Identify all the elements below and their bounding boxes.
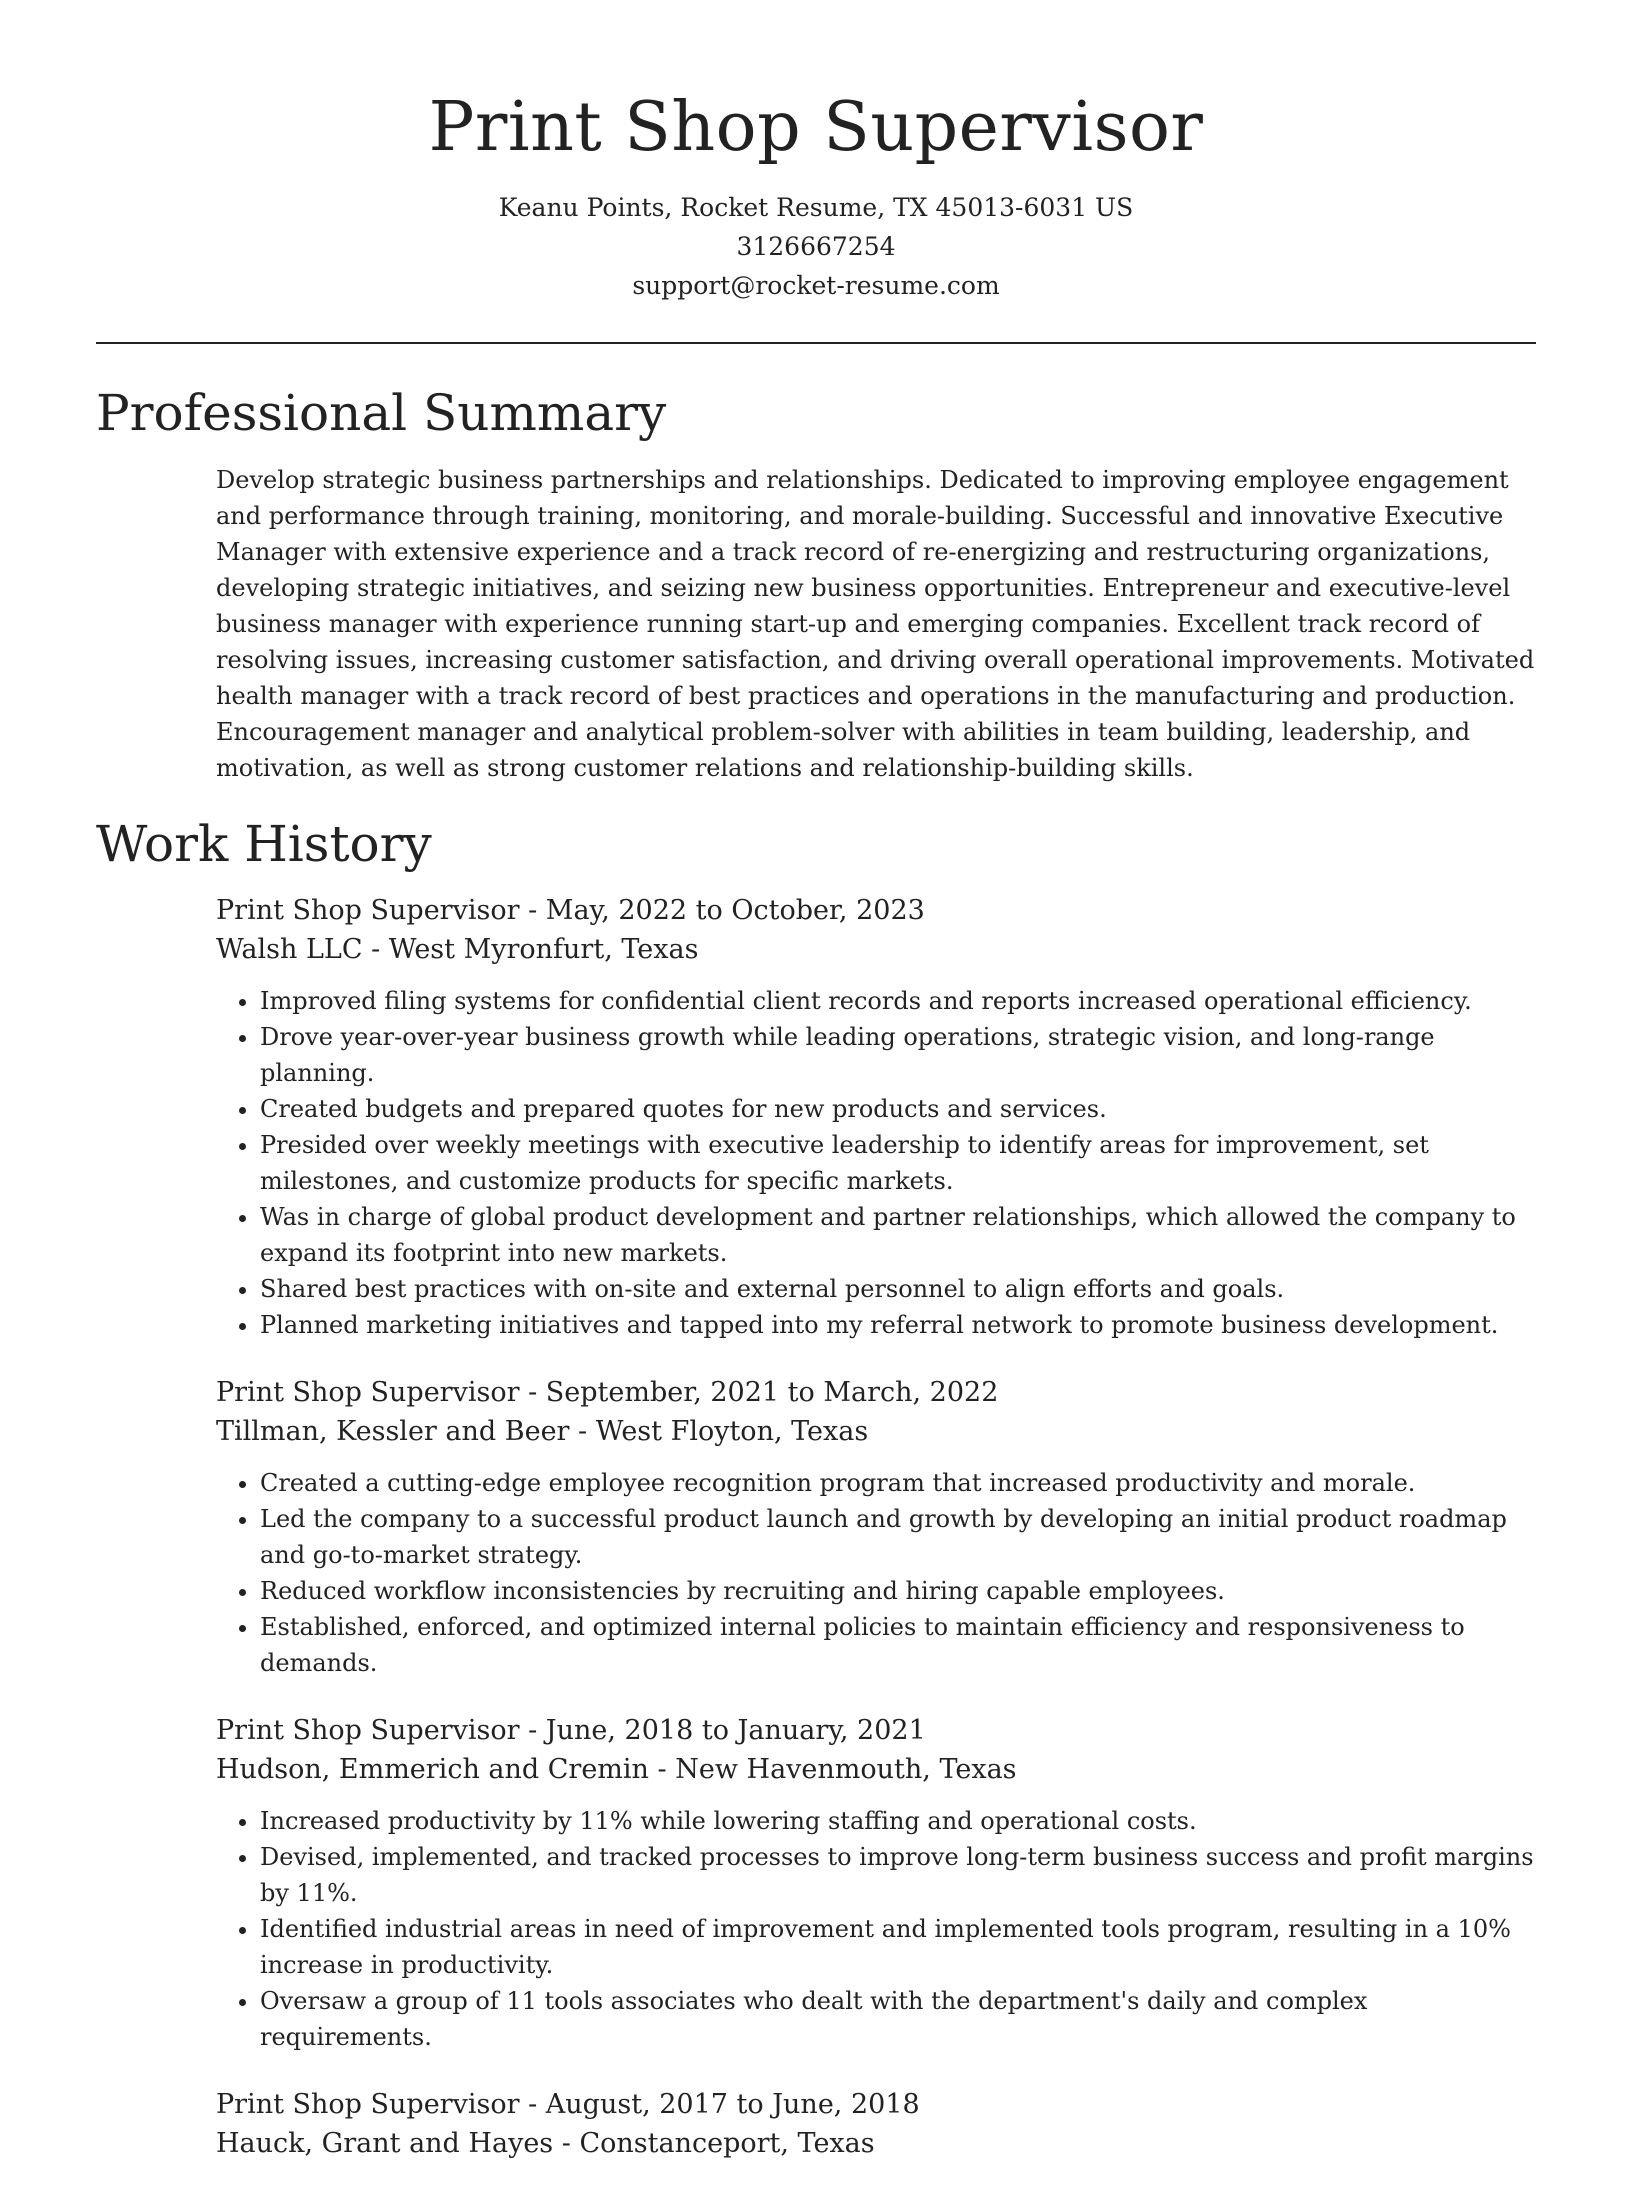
job-company: Walsh LLC — [216, 934, 363, 965]
job-company-line: Tillman, Kessler and Beer - West Floyton, Texas — [216, 1416, 869, 1447]
job-company-line: Walsh LLC - West Myronfurt, Texas — [216, 934, 699, 965]
job-bullet: • Established, enforced, and optimized internal policies to maintain efficiency and responsiveness to demands. — [260, 1609, 1536, 1681]
contact-phone: 3126667254 — [736, 232, 896, 261]
job-location: West Myronfurt, Texas — [388, 934, 699, 965]
job-entry — [216, 2085, 1536, 2163]
job-bullet: • Shared best practices with on-site and external personnel to align efforts and goals. — [260, 1271, 1536, 1307]
job-dates: June, 2018 to January, 2021 — [545, 1715, 926, 1746]
job-title: Print Shop Supervisor — [216, 1377, 520, 1408]
job-title: Print Shop Supervisor — [216, 2089, 520, 2120]
job-title-line: Print Shop Supervisor - June, 2018 to January, 2021 — [216, 1715, 926, 1746]
job-bullet: • Was in charge of global product development and partner relationships, which allowed the company to expand its footprint into new markets. — [260, 1199, 1536, 1271]
job-entry — [216, 1711, 1536, 2055]
resume-header — [0, 0, 1632, 305]
job-company-line: Hauck, Grant and Hayes - Constanceport, Texas — [216, 2128, 875, 2159]
job-bullet: • Devised, implemented, and tracked processes to improve long-term business success and profit margins by 11%. — [260, 1839, 1536, 1911]
job-bullet: • Led the company to a successful product launch and growth by developing an initial product roadmap and go-to-market strategy. — [260, 1501, 1536, 1573]
job-location: Constanceport, Texas — [579, 2128, 875, 2159]
contact-address: Keanu Points, Rocket Resume, TX 45013-6031 US — [498, 193, 1134, 222]
job-location: West Floyton, Texas — [595, 1416, 869, 1447]
job-bullet: • Presided over weekly meetings with executive leadership to identify areas for improvement, set milestones, and customize products for specific markets. — [260, 1127, 1536, 1199]
contact-info — [0, 188, 1632, 305]
job-bullet: • Created budgets and prepared quotes for new products and services. — [260, 1091, 1536, 1127]
job-bullet: • Planned marketing initiatives and tapped into my referral network to promote business development. — [260, 1307, 1536, 1343]
summary-text: Develop strategic business partnerships and relationships. Dedicated to improving employee engagement and performance through training, monitoring, and morale-building. Successful and innovative Executive Manager with extensive experience and a track record of re-energizing and restructuring organizations, developing strategic initiatives, and seizing new business opportunities. Entrepreneur and executive-level business manager with experience running start-up and emerging companies. Excellent track record of resolving issues, increasing customer satisfaction, and driving overall operational improvements. Motivated health manager with a track record of best practices and operations in the manufacturing and production. Encouragement manager and analytical problem-solver with abilities in team building, leadership, and motivation, as well as strong customer relations and relationship-building skills. — [216, 466, 1535, 782]
job-bullet: • Reduced workflow inconsistencies by recruiting and hiring capable employees. — [260, 1573, 1536, 1609]
job-company: Tillman, Kessler and Beer — [216, 1416, 570, 1447]
job-bullet: • Drove year-over-year business growth while leading operations, strategic vision, and long-range planning. — [260, 1019, 1536, 1091]
work-history-list — [216, 891, 1536, 2193]
job-bullet: • Increased productivity by 11% while lowering staffing and operational costs. — [260, 1803, 1536, 1839]
resume-name: Print Shop Supervisor — [428, 88, 1204, 167]
job-bullet: • Improved filing systems for confidential client records and reports increased operational efficiency. — [260, 983, 1536, 1019]
header-divider — [96, 342, 1536, 344]
work-history-section-title: Work History — [96, 815, 432, 873]
job-bullets — [216, 983, 1536, 1343]
job-location: New Havenmouth, Texas — [675, 1754, 1017, 1785]
contact-email: support@rocket-resume.com — [632, 271, 1000, 300]
job-entry — [216, 1373, 1536, 1681]
job-company: Hudson, Emmerich and Cremin — [216, 1754, 649, 1785]
job-title-line: Print Shop Supervisor - May, 2022 to October, 2023 — [216, 895, 925, 926]
job-entry — [216, 891, 1536, 1343]
job-company-line: Hudson, Emmerich and Cremin - New Havenmouth, Texas — [216, 1754, 1017, 1785]
job-title-line: Print Shop Supervisor - August, 2017 to June, 2018 — [216, 2089, 920, 2120]
job-bullet: • Created a cutting-edge employee recognition program that increased productivity and morale. — [260, 1465, 1536, 1501]
job-company: Hauck, Grant and Hayes — [216, 2128, 554, 2159]
job-bullet: • Identified industrial areas in need of improvement and implemented tools program, resulting in a 10% increase in productivity. — [260, 1911, 1536, 1983]
job-title: Print Shop Supervisor — [216, 895, 520, 926]
job-bullets — [216, 1465, 1536, 1681]
job-dates: May, 2022 to October, 2023 — [545, 895, 925, 926]
job-dates: September, 2021 to March, 2022 — [545, 1377, 999, 1408]
job-bullet: • Oversaw a group of 11 tools associates who dealt with the department's daily and complex requirements. — [260, 1983, 1536, 2055]
job-title: Print Shop Supervisor — [216, 1715, 520, 1746]
summary-section-title: Professional Summary — [96, 384, 667, 442]
job-bullets — [216, 1803, 1536, 2055]
job-dates: August, 2017 to June, 2018 — [545, 2089, 920, 2120]
job-title-line: Print Shop Supervisor - September, 2021 to March, 2022 — [216, 1377, 999, 1408]
